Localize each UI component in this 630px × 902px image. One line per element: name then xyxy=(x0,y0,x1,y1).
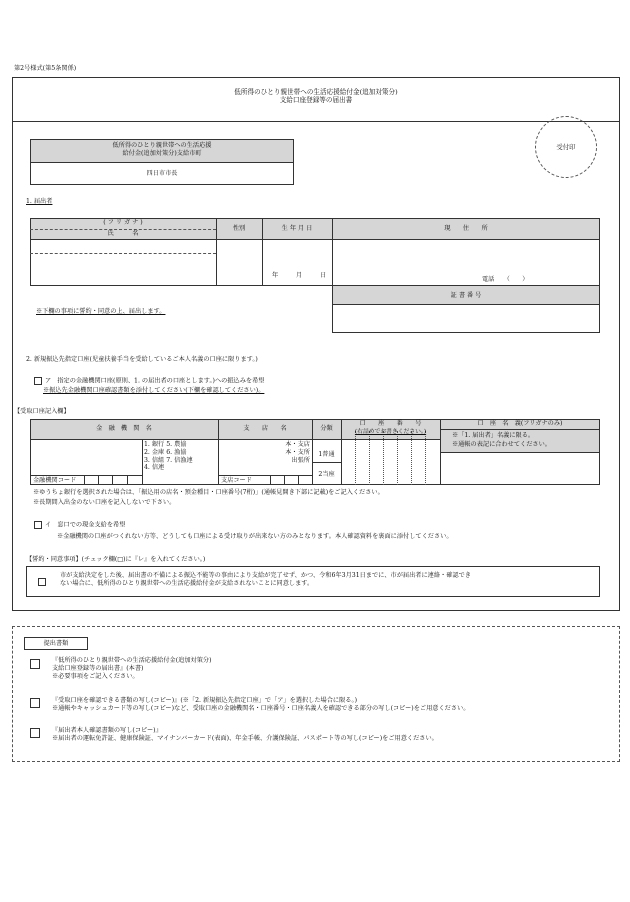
mayor-box xyxy=(30,162,294,185)
doc3-checkbox[interactable] xyxy=(30,728,40,738)
form-number: 第2号様式(第5条関係) xyxy=(14,65,77,72)
pledge-line1: 市が支給決定をした後、届出書の不備による振込不能等の事由により支給が完了せず、かつ、令和6年3月31日までに、市が届出者に連絡・確認でき xyxy=(60,572,471,579)
certificate-header xyxy=(332,285,600,305)
doc2-line2: ※通帳やキャッシュカード等の写し(コピー)など、受取口座の金融機関名・口座番号・口座名義人を確認できる部分の写し(コピー)をご用意ください。 xyxy=(52,704,470,712)
bank-types xyxy=(144,441,193,472)
doc1-line1: 『低所得のひとり親世帯への生活応援給付金(追加対策分) xyxy=(52,657,212,664)
longterm-note: ※長期間入出金のない口座を記入しないで下さい。 xyxy=(33,499,176,506)
furigana-header: ( フ リ ガ ナ ) xyxy=(103,219,143,226)
bank-type-line: 1. 銀行 5. 農協 xyxy=(144,441,187,448)
doc3-line2: ※届出者の運転免許証、健康保険証、マイナンバーカード(表面)、年金手帳、介護保険証、パスポート等の写し(コピー)をご用意ください。 xyxy=(52,734,438,742)
branch-type-line: 本・支所 xyxy=(285,448,310,456)
section1-heading: 1. 届出者 xyxy=(26,198,53,205)
doc1-checkbox[interactable] xyxy=(30,659,40,669)
doc1 xyxy=(52,657,212,680)
certificate-header-label: 証 書 番 号 xyxy=(450,292,482,299)
receipt-stamp-label: 受付印 xyxy=(556,143,576,151)
pledge-line2: ない場合に、低所得のひとり親世帯への生活応援給付金が支給されないことに同意します。 xyxy=(60,579,314,587)
section2-heading: 2. 新規振込先指定口座(児童扶養手当を受給しているご本人名義の口座に限ります。) xyxy=(26,356,258,363)
birth-month-unit: 月 xyxy=(296,272,303,279)
pledge-text xyxy=(60,572,596,588)
form-title xyxy=(12,88,620,104)
phone-label: 電話 （ ） xyxy=(482,276,529,283)
receipt-stamp xyxy=(535,116,597,178)
option-a-note: ※振込先金融機関口座確認書類を添付してください(下欄を確認してください)。 xyxy=(43,387,265,394)
form-title-line1: 低所得のひとり親世帯への生活応援給付金(追加対策分) xyxy=(234,88,398,96)
doc1-line3: ※必要事項をご記入ください。 xyxy=(52,672,139,680)
option-i-note: ※金融機関の口座がつくれない方等、どうしても口座による受け取りが出来ない方のみとなります。本人確認資料を裏面に添付してください。 xyxy=(57,533,453,540)
doc2-checkbox[interactable] xyxy=(30,698,40,708)
bank-code-label: 金融機関コード xyxy=(33,477,77,484)
holder-note-1: ※「1. 届出者」名義に限る。 xyxy=(452,432,535,439)
address-header: 現 住 所 xyxy=(444,225,488,232)
doc3 xyxy=(52,727,438,743)
account-heading: 【受取口座記入欄】 xyxy=(14,408,70,415)
bank-type-line: 2. 金庫 6. 漁協 xyxy=(144,448,187,456)
account-type-1: 1普通 xyxy=(318,451,335,458)
branch-types xyxy=(268,441,310,464)
title-divider xyxy=(12,121,620,122)
consent-note: ※下欄の事項に誓約・同意の上、届出します。 xyxy=(36,308,166,315)
doc1-line2: 支給口座登録等の届出書』(本書) xyxy=(52,664,144,672)
option-a-label: ア 指定の金融機関口座(原則、1. の届出者の口座とします。)への振込みを希望 xyxy=(45,377,265,385)
type-header: 分類 xyxy=(320,425,333,432)
holder-header: 口 座 名 義(フリガナのみ) xyxy=(477,420,563,427)
addressee-line2: 給付金(追加対策分)支給市町 xyxy=(122,149,202,157)
certificate-input[interactable] xyxy=(332,304,600,333)
mayor-label: 四日市市長 xyxy=(146,170,178,177)
option-i-label: イ 窓口での現金支給を希望 xyxy=(45,521,126,529)
holder-note-2: ※通帳の表記に合わせてください。 xyxy=(452,441,551,448)
bank-type-line: 4. 信連 xyxy=(144,464,165,472)
yucho-note: ※ゆうちょ銀行を選択された場合は、「振込用の店名・預金種目・口座番号(7桁)」(通帳見開き下部に記載)をご記入ください。 xyxy=(33,489,384,496)
option-a xyxy=(34,377,264,385)
doc2-line1: 『受取口座を確認できる書類の写し(コピー)』(※「2. 新規振込先指定口座」で「ア」を選択した場合に限る。) xyxy=(52,697,357,704)
birth-year-unit: 年 xyxy=(272,272,279,279)
branch-type-line: 出張所 xyxy=(291,456,310,464)
addressee-box xyxy=(30,139,294,163)
doc2 xyxy=(52,697,469,713)
option-i xyxy=(34,521,125,529)
account-no-header: 口 座 番 号 xyxy=(359,420,422,427)
bank-type-line: 3. 信組 7. 信漁連 xyxy=(144,456,193,464)
account-type-2: 2当座 xyxy=(318,471,335,478)
gender-header: 性別 xyxy=(232,225,246,232)
bank-header: 金 融 機 関 名 xyxy=(96,425,152,432)
pledge-heading: 【誓約・同意事項】(チェック欄(□)に『レ』を入れてください。) xyxy=(26,556,206,563)
branch-header: 支 店 名 xyxy=(243,425,287,432)
name-header: 氏 名 xyxy=(107,230,139,237)
birthdate-header: 生 年 月 日 xyxy=(281,225,313,232)
pledge-checkbox[interactable] xyxy=(38,578,46,586)
branch-type-line: 本・支店 xyxy=(285,441,310,448)
birth-day-unit: 日 xyxy=(320,272,327,279)
option-i-checkbox[interactable] xyxy=(34,521,42,529)
documents-heading: 提出書類 xyxy=(43,640,69,647)
doc3-line1: 『届出者本人確認書類の写し(コピー)』 xyxy=(52,727,162,734)
option-a-checkbox[interactable] xyxy=(34,377,42,385)
account-no-note: (右詰めでお書きください。) xyxy=(354,429,427,435)
form-title-line2: 支給口座登録等の届出書 xyxy=(279,96,353,105)
documents-heading-box xyxy=(24,637,88,650)
branch-code-label: 支店コード xyxy=(221,477,252,484)
addressee-line1: 低所得のひとり親世帯への生活応援 xyxy=(112,142,212,149)
